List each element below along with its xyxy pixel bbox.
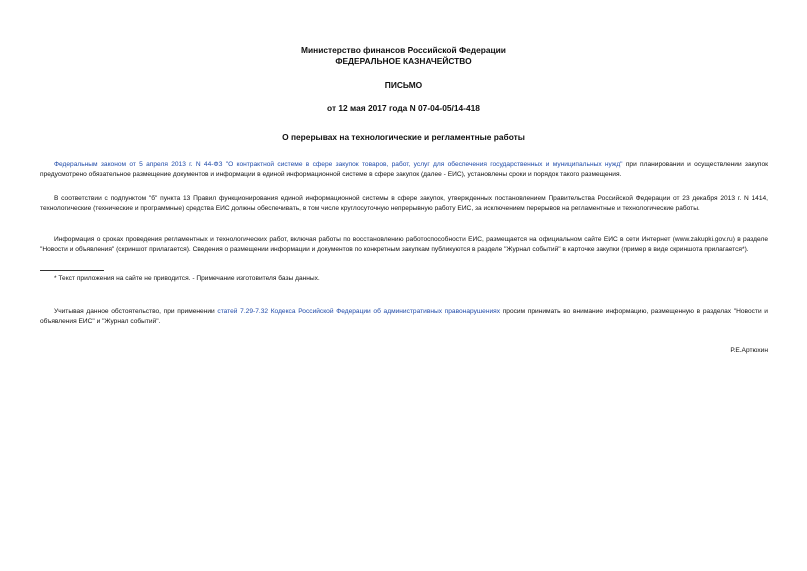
agency-title: ФЕДЕРАЛЬНОЕ КАЗНАЧЕЙСТВО [335, 56, 472, 66]
ministry-title: Министерство финансов Российской Федерации [301, 45, 506, 55]
paragraph-4-before: Учитывая данное обстоятельство, при применении [54, 308, 218, 315]
paragraph-4 [40, 307, 768, 328]
signature: Р.Е.Артюхин [730, 347, 768, 354]
paragraph-4-after: просим принимать во внимание информацию, размещенную в разделах "Новости и объявления ЕИС" и "Журнал событий". [40, 308, 768, 326]
document-type: ПИСЬМО [384, 80, 423, 90]
paragraph-1-text: при планировании и осуществлении закупок предусмотрено обязательное размещение документов и информации в единой информационной системе в сфере закупок (далее - ЕИС), установлены сроки и порядок такого размещения. [40, 161, 768, 179]
document-subject: О перерывах на технологические и регламентные работы [282, 132, 525, 142]
paragraph-3: Информация о сроках проведения регламентных и технологических работ, включая работы по восстановлению работоспособности ЕИС, размещается на официальном сайте ЕИС в сети Интернет (www.zakupki.gov.ru) в разделе "Новости и объявления" (скриншот прилагается). Сведения о размещении информации и документов по конкретным закупкам публикуются в разделе "Журнал событий" в карточке закупки (пример в виде скриншота прилагается*). [40, 236, 768, 254]
koap-articles-link[interactable]: статей 7.29-7.32 Кодекса Российской Федерации об административных правонарушениях [217, 308, 501, 315]
document-date-number: от 12 мая 2017 года N 07-04-05/14-418 [327, 103, 480, 113]
federal-law-link[interactable]: Федеральным законом от 5 апреля 2013 г. N 44-ФЗ "О контрактной системе в сфере закупок товаров, работ, услуг для обеспечения государственных и муниципальных нужд" [54, 161, 623, 168]
footnote-divider [40, 270, 104, 271]
paragraph-1 [40, 160, 768, 181]
footnote: * Текст приложения на сайте не приводится. - Примечание изготовителя базы данных. [54, 275, 320, 282]
paragraph-2: В соответствии с подпунктом "б" пункта 13 Правил функционирования единой информационной системы в сфере закупок, утвержденных постановлением Правительства Российской Федерации от 23 декабря 2013 г. N 1414, технологические (технические и программные) средства ЕИС должны обеспечивать, в том числе круглосуточную непрерывную работу ЕИС, за исключением перерывов на регламентные и технологические работы. [40, 195, 768, 213]
